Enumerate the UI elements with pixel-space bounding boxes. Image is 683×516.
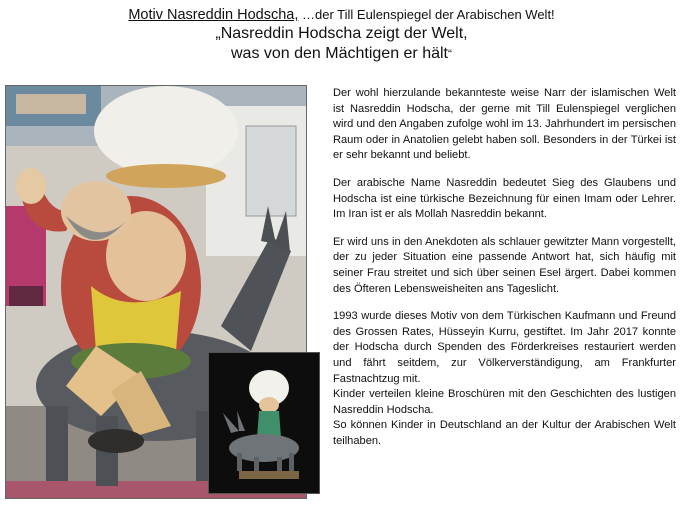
quote-close-mark: “ <box>448 47 452 61</box>
closing-line-1: Kinder verteilen kleine Broschüren mit den Geschichten des lustigen Nasreddin Hodscha. <box>333 388 676 416</box>
quote-line-1: „Nasreddin Hodscha zeigt der Welt, <box>215 25 468 42</box>
figurine-photo <box>208 352 320 494</box>
quote-line-2 <box>0 44 683 64</box>
quote-text-2: was von den Mächtigen er hält <box>230 45 448 62</box>
paragraph-1: Der wohl hierzulande bekannteste weise Narr der islamischen Welt ist Nasreddin Hodscha, der gerne mit Till Eulenspiegel verglichen wird und den Angaben zufolge wohl im 13. Jahrhundert im persischen Raum oder in Anatolien gelebt haben soll. Besonders in der Türkei ist er sehr bekannt und beliebt. <box>333 87 676 162</box>
closing-line-2: So können Kinder in Deutschland an der Kultur der Arabischen Welt teilhaben. <box>333 419 676 447</box>
title-subtitle: …der Till Eulenspiegel der Arabischen Welt! <box>298 7 555 22</box>
title-line <box>0 6 683 24</box>
paragraph-4: 1993 wurde dieses Motiv von dem Türkischen Kaufmann und Freund des Grossen Rates, Hüsseyin Kurru, gestiftet. Im Jahr 2017 konnte der Hodscha durch Spenden des Förderkreises restauriert werden und fährt seitdem, zur Völkerverständigung, am Frankfurter Fastnachtzug mit. <box>333 310 676 385</box>
title-motiv: Motiv Nasreddin Hodscha, <box>128 7 299 23</box>
page-header <box>0 6 683 64</box>
paragraph-2: Der arabische Name Nasreddin bedeutet Sieg des Glaubens und Hodscha ist eine türkische Bezeichnung für einen Imam oder Lehrer. Im Iran ist er als Mollah Nasreddin bekannt. <box>333 176 676 221</box>
description-text <box>333 86 676 449</box>
paragraph-3: Er wird uns in den Anekdoten als schlauer gewitzter Mann vorgestellt, der zu jeder Situation eine passende Antwort hat, sich häufig mit seiner Frau streitet und sich über seinen Esel ärgert. Dabei kommen des Öfteren Lebensweisheiten ans Tageslicht. <box>333 235 676 295</box>
